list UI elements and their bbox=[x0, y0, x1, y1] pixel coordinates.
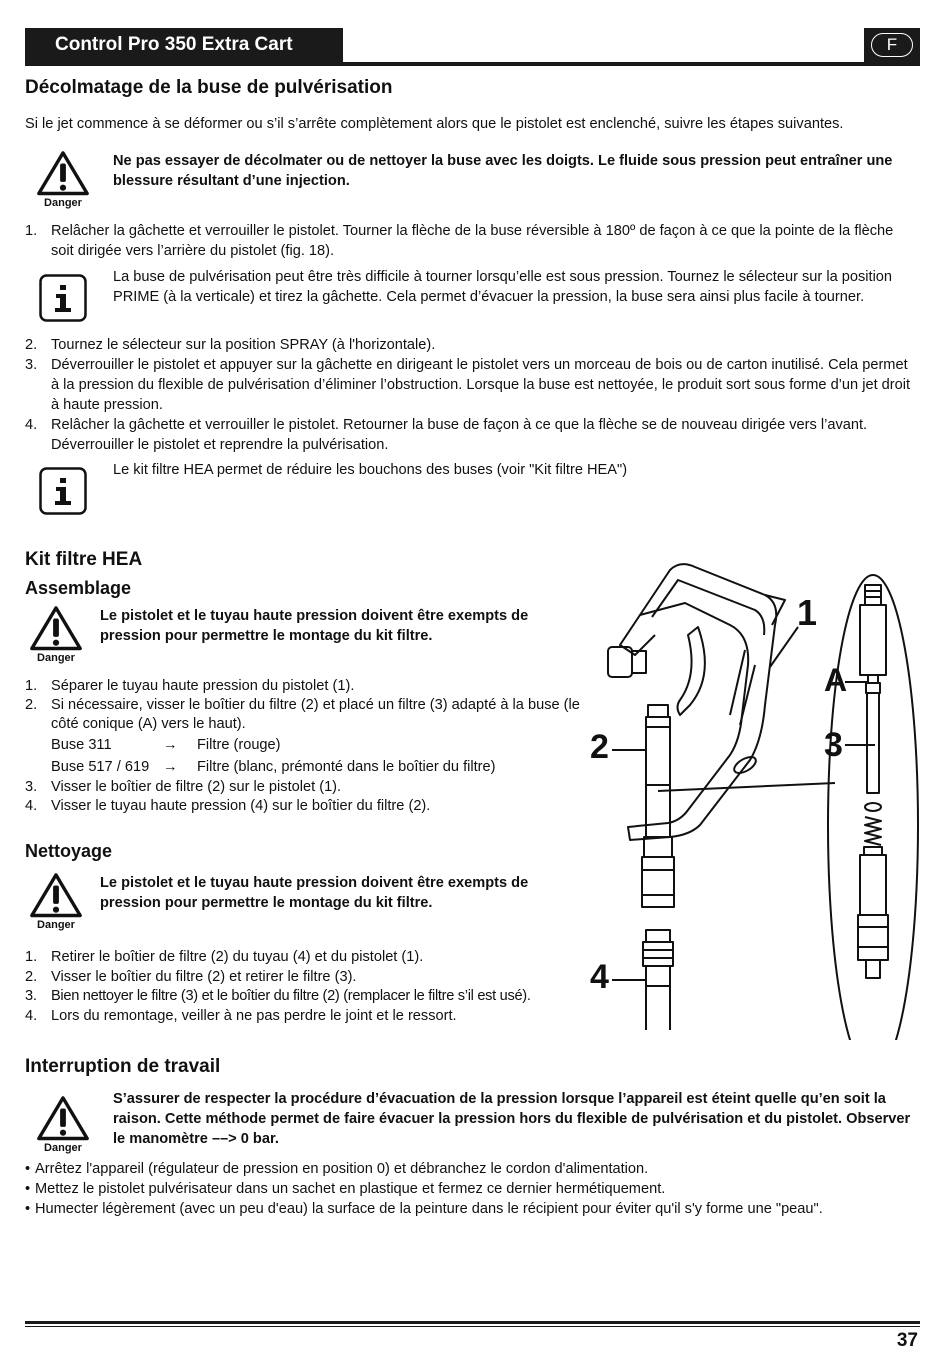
info-note: Le kit filtre HEA permet de réduire les bouchons des buses (voir "Kit filtre HEA") bbox=[113, 462, 628, 478]
warning-text: Le pistolet et le tuyau haute pression doivent être exempts de pression pour permettre le montage du kit filtre. bbox=[100, 608, 529, 644]
list-item: 2. Visser le boîtier du filtre (2) et retirer le filtre (3). bbox=[25, 968, 357, 985]
section1-intro: Si le jet commence à se déformer ou s’il s’arrête complètement alors que le pistolet est enclenché, suivre les étapes suivantes. bbox=[25, 116, 844, 132]
info-icon bbox=[39, 274, 87, 327]
list-item: • Arrêtez l'appareil (régulateur de pression en position 0) et débranchez le cordon d'alimentation. bbox=[25, 1159, 915, 1179]
warning-text: Le pistolet et le tuyau haute pression doivent être exempts de pression pour permettre le montage du kit filtre. bbox=[100, 875, 529, 911]
list-item: • Humecter légèrement (avec un peu d'eau) la surface de la peinture dans le récipient pour éviter qu'il s'y forme une "peau". bbox=[25, 1199, 915, 1219]
steps-list bbox=[25, 335, 918, 455]
filter-kit-illustration bbox=[580, 555, 930, 1040]
nozzle-filter-row: Buse 311 → Filtre (rouge) bbox=[51, 736, 281, 753]
footer-rule-thin bbox=[25, 1326, 920, 1327]
subsection-title-cleaning: Nettoyage bbox=[25, 841, 113, 861]
subsection-title-assembly: Assemblage bbox=[25, 578, 132, 598]
danger-label: Danger bbox=[37, 919, 75, 931]
list-item: 3. Visser le boîtier de filtre (2) sur le pistolet (1). bbox=[25, 779, 342, 795]
figure-label-4: 4 bbox=[590, 958, 609, 996]
section-title-filter-kit: Kit filtre HEA bbox=[25, 549, 143, 570]
figure-label-2: 2 bbox=[590, 728, 609, 766]
section-title-work-interruption: Interruption de travail bbox=[25, 1056, 221, 1077]
info-note: La buse de pulvérisation peut être très difficile à tourner lorsqu’elle est sous pression. Tournez le sélecteur sur la position PRIME (à la verticale) et tirez la gâchette. Cela permet d’évacuer la pression, la buse sera ainsi plus facile à tourner. bbox=[113, 269, 893, 305]
steps-list bbox=[25, 221, 895, 261]
page-number: 37 bbox=[896, 1330, 918, 1351]
language-code: F bbox=[871, 33, 913, 57]
list-item: 1. Relâcher la gâchette et verrouiller le pistolet. Tourner la flèche de la buse réversible à 180º de façon à ce que la pointe de la flèche soit dirigée vers l’arrière du pistolet (fig. 18). bbox=[25, 223, 894, 259]
list-item: 1. Retirer le boîtier de filtre (2) du tuyau (4) et du pistolet (1). bbox=[25, 949, 424, 965]
figure-label-a: A bbox=[824, 662, 848, 698]
warning-text: Ne pas essayer de décolmater ou de nettoyer la buse avec les doigts. Le fluide sous pression peut entraîner une blessure résultant d’une injection. bbox=[113, 153, 893, 189]
warning-text: S’assurer de respecter la procédure d’évacuation de la pression lorsque l’appareil est éteint quelle qu’en soit la raison. Cette méthode permet de faire évacuer la pression hors du flexible de pulvérisation et du pistolet. Observer le manomètre ––> 0 bar. bbox=[113, 1091, 911, 1147]
list-item: 4. Visser le tuyau haute pression (4) sur le boîtier du filtre (2). bbox=[25, 798, 431, 814]
list-item: 2. Tournez le sélecteur sur la position SPRAY (à l'horizontale). bbox=[25, 337, 436, 353]
assembly-steps bbox=[25, 677, 580, 816]
list-item: 2. Si nécessaire, visser le boîtier du filtre (2) et placé un filtre (3) adapté à la buse (le côté conique (A) vers le haut). bbox=[25, 697, 580, 732]
nozzle-filter-row: Buse 517 / 619 → Filtre (blanc, prémonté dans le boîtier du filtre) bbox=[51, 758, 496, 775]
section-title-unclog: Décolmatage de la buse de pulvérisation bbox=[25, 77, 393, 98]
danger-label: Danger bbox=[44, 197, 82, 209]
list-item: 3. Déverrouiller le pistolet et appuyer sur la gâchette en dirigeant le pistolet vers un morceau de bois ou de carton inutilisé. Cela permet à la pression du flexible de pulvérisation d’éliminer l’obstruction. Lorsque la buse est nettoyée, le produit sort sous forme d’un jet droit à haute pression. bbox=[25, 357, 911, 413]
header-title: Control Pro 350 Extra Cart bbox=[25, 28, 343, 62]
bullet-list bbox=[25, 1159, 915, 1219]
danger-label: Danger bbox=[44, 1142, 82, 1154]
language-badge bbox=[864, 28, 920, 62]
list-item: 4. Relâcher la gâchette et verrouiller le pistolet. Retourner la buse de façon à ce que la flèche se de nouveau dirigée vers l’avant. Déverrouiller le pistolet et reprendre la pulvérisation. bbox=[25, 417, 868, 453]
info-icon bbox=[39, 467, 87, 520]
list-item: 4. Lors du remontage, veiller à ne pas perdre le joint et le ressort. bbox=[25, 1007, 457, 1024]
footer-rule bbox=[25, 1321, 920, 1324]
figure-label-1: 1 bbox=[797, 592, 818, 633]
header-rule bbox=[25, 62, 920, 66]
list-item: • Mettez le pistolet pulvérisateur dans un sachet en plastique et fermez ce dernier hermétiquement. bbox=[25, 1179, 915, 1199]
danger-label: Danger bbox=[37, 652, 75, 664]
list-item: 3. Bien nettoyer le filtre (3) et le boîtier du filtre (2) (remplacer le filtre s’il est usé). bbox=[25, 988, 531, 1004]
cleaning-steps bbox=[25, 948, 585, 1026]
figure-label-3: 3 bbox=[824, 726, 843, 764]
list-item: 1. Séparer le tuyau haute pression du pistolet (1). bbox=[25, 678, 355, 694]
